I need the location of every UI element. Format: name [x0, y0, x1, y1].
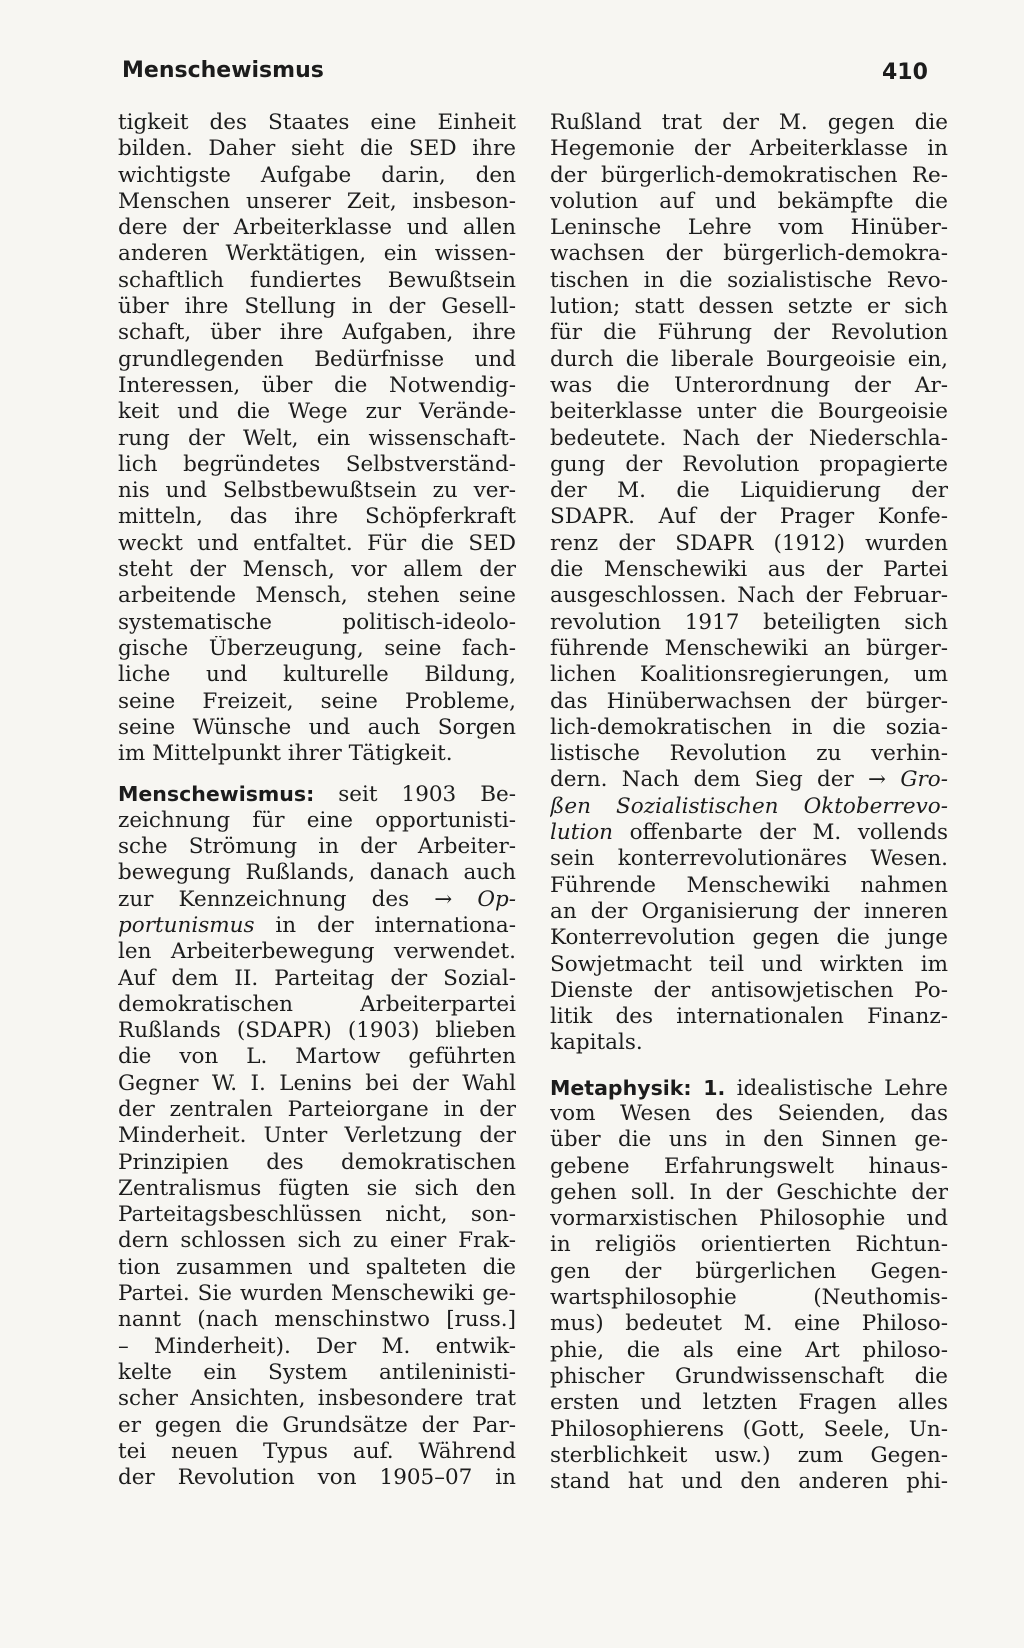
text-line: Führende Menschewiki nahmen [550, 872, 948, 898]
text-line: anderen Werktätigen, ein wissen- [118, 241, 516, 267]
text-line: liche und kulturelle Bildung, [118, 662, 516, 688]
text-line: für die Führung der Revolution [550, 320, 948, 346]
text-line: listische Revolution zu verhin- [550, 741, 948, 767]
text-line: dern schlossen sich zu einer Frak- [118, 1228, 516, 1254]
text-line: gehen soll. In der Geschichte der [550, 1179, 948, 1205]
text-line: gen der bürgerlichen Gegen- [550, 1258, 948, 1284]
text-line: sein konterrevolutionäres Wesen. [550, 846, 948, 872]
text-line: Rußland trat der M. gegen die [550, 110, 948, 135]
cross-reference-text: portunismus [118, 912, 255, 938]
text-line: sterblichkeit usw.) zum Gegen- [550, 1442, 948, 1468]
text-line: Menschen unserer Zeit, insbeson- [118, 188, 516, 214]
text-line: Sowjetmacht teil und wirkten im [550, 951, 948, 977]
text-line: wartsphilosophie (Neuthomis- [550, 1285, 948, 1311]
text-line: Minderheit. Unter Verletzung der [118, 1123, 516, 1149]
text-line: rung der Welt, ein wissenschaft- [118, 425, 516, 451]
text-line: in religiös orientierten Richtun- [550, 1232, 948, 1258]
text-line: stand hat und den anderen phi- [550, 1469, 948, 1495]
text-line: keit und die Wege zur Verände- [118, 399, 516, 425]
entry-text-start: idealistische Lehre [725, 1075, 948, 1101]
cross-reference-text: Op- [452, 886, 516, 912]
left-column [118, 110, 516, 1491]
text-line: dere der Arbeiterklasse und allen [118, 215, 516, 241]
text-line: der zentralen Parteiorgane in der [118, 1096, 516, 1122]
text-line: vom Wesen des Seienden, das [550, 1100, 948, 1126]
text-line: Gegner W. I. Lenins bei der Wahl [118, 1070, 516, 1096]
text-line: schaft, über ihre Aufgaben, ihre [118, 320, 516, 346]
text-line: tion zusammen und spalteten die [118, 1254, 516, 1280]
text-line: was die Unterordnung der Ar- [550, 372, 948, 398]
entry-headline-line [550, 1075, 948, 1101]
entry-term-menschewismus: Menschewismus: [118, 782, 315, 807]
text-line [550, 767, 948, 793]
text-line: Prinzipien des demokratischen [118, 1149, 516, 1175]
text-line: scher Ansichten, insbesondere trat [118, 1386, 516, 1412]
text-line: zeichnung für eine opportunisti- [118, 807, 516, 833]
text-line [118, 887, 516, 913]
text-line: der Revolution von 1905–07 in [118, 1465, 516, 1491]
text-line: über ihre Stellung in der Gesell- [118, 294, 516, 320]
text-line: nis und Selbstbewußtsein zu ver- [118, 478, 516, 504]
text-line: Zentralismus fügten sie sich den [118, 1175, 516, 1201]
text-line: mitteln, das ihre Schöpferkraft [118, 504, 516, 530]
line-text: zur Kennzeichnung des [118, 886, 435, 912]
running-head: Menschewismus [122, 58, 324, 83]
entry-headline-line [118, 781, 516, 807]
text-line: er gegen die Grundsätze der Par- [118, 1412, 516, 1438]
text-line: über die uns in den Sinnen ge- [550, 1127, 948, 1153]
text-line: das Hinüberwachsen der bürger- [550, 688, 948, 714]
text-line: seine Freizeit, seine Probleme, [118, 688, 516, 714]
text-line: steht der Mensch, vor allem der [118, 557, 516, 583]
text-line: ersten und letzten Fragen alles [550, 1390, 948, 1416]
text-line: Interessen, über die Notwendig- [118, 372, 516, 398]
text-line: arbeitende Mensch, stehen seine [118, 583, 516, 609]
right-column [550, 110, 948, 1495]
text-line: durch die liberale Bourgeoisie ein, [550, 346, 948, 372]
text-line: revolution 1917 beteiligten sich [550, 609, 948, 635]
text-line: tischen in die sozialistische Revo- [550, 267, 948, 293]
text-line: die Menschewiki aus der Partei [550, 557, 948, 583]
text-line: wachsen der bürgerlich-demokra- [550, 241, 948, 267]
text-line: sche Strömung in der Arbeiter- [118, 834, 516, 860]
text-line: Philosophierens (Gott, Seele, Un- [550, 1416, 948, 1442]
line-text: dern. Nach dem Sieg der [550, 767, 869, 793]
text-line: lichen Koalitionsregierungen, um [550, 662, 948, 688]
text-line: gische Überzeugung, seine fach- [118, 635, 516, 661]
line-text: offenbarte der M. vollends [613, 820, 948, 846]
text-line: lich begründetes Selbstverständ- [118, 451, 516, 477]
text-line: Partei. Sie wurden Menschewiki ge- [118, 1281, 516, 1307]
text-line: systematische politisch-ideolo- [118, 609, 516, 635]
text-line: gebene Erfahrungswelt hinaus- [550, 1153, 948, 1179]
text-line: len Arbeiterbewegung verwendet. [118, 939, 516, 965]
text-line: litik des internationalen Finanz- [550, 1004, 948, 1030]
cross-reference-text: lution [550, 820, 614, 846]
text-line: kelte ein System antileninisti- [118, 1359, 516, 1385]
line-text: in der internationa- [254, 912, 516, 938]
text-line: seine Wünsche und auch Sorgen [118, 714, 516, 740]
text-line: demokratischen Arbeiterpartei [118, 991, 516, 1017]
text-line: bedeutete. Nach der Niederschla- [550, 425, 948, 451]
text-line: phischer Grundwissenschaft die [550, 1363, 948, 1389]
text-line: Rußlands (SDAPR) (1903) blieben [118, 1018, 516, 1044]
text-line: phie, die als eine Art philoso- [550, 1337, 948, 1363]
cross-reference-text: ßen Sozialistischen Oktoberrevo- [550, 793, 948, 819]
text-line: Leninsche Lehre vom Hinüber- [550, 215, 948, 241]
text-line: weckt und entfaltet. Für die SED [118, 530, 516, 556]
text-line: der M. die Liquidierung der [550, 478, 948, 504]
text-line: wichtigste Aufgabe darin, den [118, 162, 516, 188]
text-line: bewegung Rußlands, danach auch [118, 860, 516, 886]
cross-reference-arrow-icon: → [434, 886, 453, 912]
text-line: volution auf und bekämpfte die [550, 188, 948, 214]
text-line: vormarxistischen Philosophie und [550, 1206, 948, 1232]
text-line: ausgeschlossen. Nach der Februar- [550, 583, 948, 609]
text-line [118, 913, 516, 939]
entry-text-start: seit 1903 Be- [314, 782, 516, 808]
text-line: Parteitagsbeschlüssen nicht, son- [118, 1202, 516, 1228]
paragraph-gap [550, 1057, 948, 1075]
paragraph-gap [118, 767, 516, 781]
text-line: schaftlich fundiertes Bewußtsein [118, 267, 516, 293]
text-line: lution; statt dessen setzte er sich [550, 294, 948, 320]
text-line: lich-demokratischen in die sozia- [550, 714, 948, 740]
text-line [550, 820, 948, 846]
text-line: im Mittelpunkt ihrer Tätigkeit. [118, 741, 453, 767]
page-number: 410 [882, 60, 928, 85]
text-line: nannt (nach menschinstwo [russ.] [118, 1307, 516, 1333]
text-line: Hegemonie der Arbeiterklasse in [550, 136, 948, 162]
text-line: gung der Revolution propagierte [550, 451, 948, 477]
text-line: bilden. Daher sieht die SED ihre [118, 136, 516, 162]
text-line: tigkeit des Staates eine Einheit [118, 110, 516, 135]
entry-term-metaphysik: Metaphysik: 1. [550, 1075, 726, 1100]
text-line: mus) bedeutet M. eine Philoso- [550, 1311, 948, 1337]
text-line: renz der SDAPR (1912) wurden [550, 530, 948, 556]
cross-reference-text: Gro- [886, 767, 948, 793]
text-line: grundlegenden Bedürfnisse und [118, 346, 516, 372]
text-line: der bürgerlich-demokratischen Re- [550, 162, 948, 188]
text-line: Konterrevolution gegen die junge [550, 925, 948, 951]
cross-reference-arrow-icon: → [868, 767, 887, 793]
text-line: Auf dem II. Parteitag der Sozial- [118, 965, 516, 991]
text-line: – Minderheit). Der M. entwik- [118, 1333, 516, 1359]
text-line: tei neuen Typus auf. Während [118, 1438, 516, 1464]
text-line: an der Organisierung der inneren [550, 898, 948, 924]
text-line: die von L. Martow geführten [118, 1044, 516, 1070]
text-line: kapitals. [550, 1030, 643, 1056]
text-line: Dienste der antisowjetischen Po- [550, 977, 948, 1003]
text-line: führende Menschewiki an bürger- [550, 635, 948, 661]
text-line: SDAPR. Auf der Prager Konfe- [550, 504, 948, 530]
text-line: beiterklasse unter die Bourgeoisie [550, 399, 948, 425]
